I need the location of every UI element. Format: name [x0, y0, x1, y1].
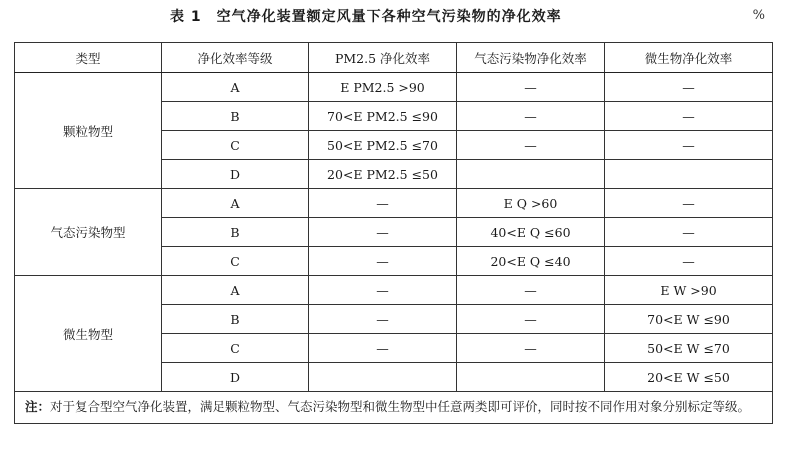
pm25-cell: — — [309, 305, 457, 334]
table-caption — [0, 6, 787, 28]
pm25-cell: — — [309, 218, 457, 247]
note-label: 注： — [25, 399, 51, 414]
microbe-cell: — — [605, 189, 773, 218]
microbe-cell: — — [605, 102, 773, 131]
efficiency-table — [14, 42, 773, 424]
note-text: 对于复合型空气净化装置，满足颗粒物型、气态污染物型和微生物型中任意两类即可评价，同时按不同作用对象分别标定等级。 — [50, 399, 751, 414]
table-unit: % — [752, 8, 765, 23]
table-row — [15, 276, 773, 305]
gas-cell — [457, 160, 605, 189]
microbe-cell — [605, 160, 773, 189]
header-cell: 微生物净化效率 — [605, 43, 773, 73]
gas-cell: — — [457, 102, 605, 131]
microbe-cell: — — [605, 73, 773, 102]
type-cell: 气态污染物型 — [15, 189, 162, 276]
header-cell: 气态污染物净化效率 — [457, 43, 605, 73]
type-cell: 颗粒物型 — [15, 73, 162, 189]
gas-cell: — — [457, 334, 605, 363]
gas-cell: 20<E Q ≤40 — [457, 247, 605, 276]
pm25-cell — [309, 363, 457, 392]
table-row — [15, 73, 773, 102]
pm25-cell: — — [309, 189, 457, 218]
microbe-cell: — — [605, 131, 773, 160]
pm25-cell: — — [309, 247, 457, 276]
pm25-cell: — — [309, 334, 457, 363]
table-note — [15, 392, 773, 424]
grade-cell: B — [162, 218, 309, 247]
header-cell: PM2.5 净化效率 — [309, 43, 457, 73]
microbe-cell: 50<E W ≤70 — [605, 334, 773, 363]
gas-cell: — — [457, 305, 605, 334]
pm25-cell: 50<E PM2.5 ≤70 — [309, 131, 457, 160]
grade-cell: A — [162, 73, 309, 102]
microbe-cell: — — [605, 218, 773, 247]
grade-cell: C — [162, 334, 309, 363]
grade-cell: D — [162, 160, 309, 189]
gas-cell: — — [457, 131, 605, 160]
microbe-cell: 70<E W ≤90 — [605, 305, 773, 334]
type-cell: 微生物型 — [15, 276, 162, 392]
gas-cell — [457, 363, 605, 392]
note-row — [15, 392, 773, 424]
pm25-cell: — — [309, 276, 457, 305]
grade-cell: D — [162, 363, 309, 392]
header-cell: 净化效率等级 — [162, 43, 309, 73]
table-row — [15, 189, 773, 218]
header-cell: 类型 — [15, 43, 162, 73]
grade-cell: A — [162, 189, 309, 218]
gas-cell: — — [457, 276, 605, 305]
grade-cell: B — [162, 102, 309, 131]
table-title: 表 1 空气净化装置额定风量下各种空气污染物的净化效率 — [170, 9, 562, 25]
gas-cell: 40<E Q ≤60 — [457, 218, 605, 247]
microbe-cell: 20<E W ≤50 — [605, 363, 773, 392]
header-row — [15, 43, 773, 73]
grade-cell: B — [162, 305, 309, 334]
pm25-cell: 20<E PM2.5 ≤50 — [309, 160, 457, 189]
grade-cell: C — [162, 131, 309, 160]
grade-cell: C — [162, 247, 309, 276]
grade-cell: A — [162, 276, 309, 305]
pm25-cell: E PM2.5 >90 — [309, 73, 457, 102]
microbe-cell: — — [605, 247, 773, 276]
microbe-cell: E W >90 — [605, 276, 773, 305]
gas-cell: — — [457, 73, 605, 102]
gas-cell: E Q >60 — [457, 189, 605, 218]
pm25-cell: 70<E PM2.5 ≤90 — [309, 102, 457, 131]
